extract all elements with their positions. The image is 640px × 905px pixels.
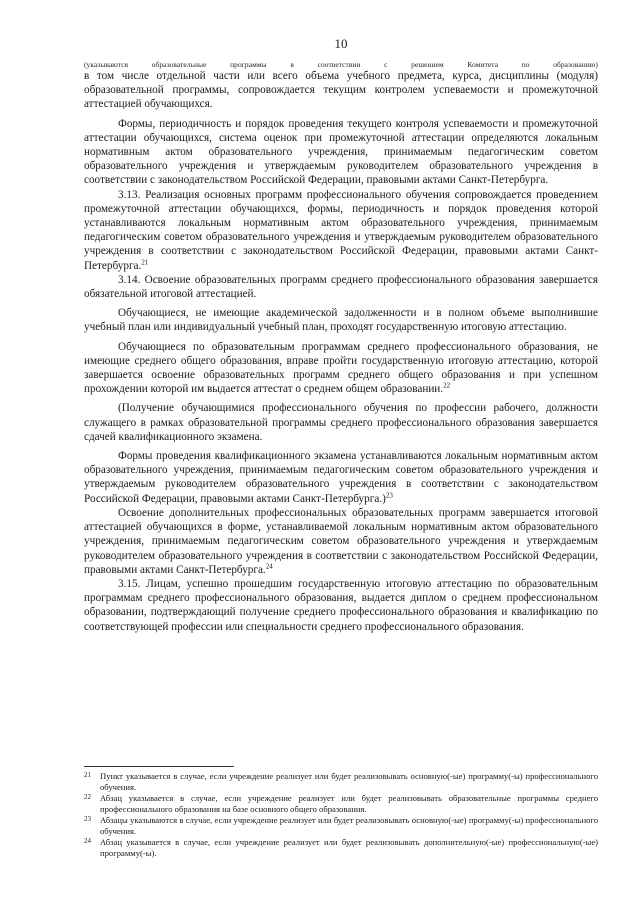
- footnote-number: 23: [84, 815, 91, 823]
- footnote-ref: 23: [385, 490, 393, 499]
- paragraph: 3.15. Лицам, успешно прошедшим государственную итоговую аттестацию по образовательным программам среднего профессионального образования, выдается диплом о среднем профессиональном образовании, подтверждающий получение среднего профессионального образования и квалификацию по соответствующей профессии или специальности среднего профессионального образования.: [84, 577, 598, 633]
- footnote-text: Абзац указывается в случае, если учреждение реализует или будет реализовывать образовательные программы среднего профессионального образования на базе основного общего образования.: [100, 793, 598, 814]
- paragraph: Обучающиеся, не имеющие академической задолженности и в полном объеме выполнившие учебный план или индивидуальный учебный план, проходят государственную итоговую аттестацию.: [84, 307, 598, 334]
- paragraph: 3.14. Освоение образовательных программ среднего профессионального образования завершается обязательной итоговой аттестацией.: [84, 273, 598, 301]
- footnote-ref: 22: [443, 381, 451, 390]
- footnote-text: Пункт указывается в случае, если учреждение реализует или будет реализовывать основную(-ые) программу(-ы) профессионального обучения.: [100, 771, 598, 792]
- footnote-ref: 24: [265, 561, 273, 570]
- footnote: [84, 837, 598, 858]
- footnote-ref: 21: [141, 257, 149, 266]
- document-body: [84, 69, 598, 634]
- instruction-note: (указываются образовательные программы в соответствии с решением Комитета по образованию): [84, 60, 598, 69]
- footnote: [84, 815, 598, 836]
- document-page: [84, 36, 598, 634]
- paragraph: (Получение обучающимися профессионального обучения по профессии рабочего, должности служащего в рамках образовательной программы среднего профессионального образования завершается сдачей квалификационного экзамена.: [84, 402, 598, 443]
- footnote-number: 22: [84, 793, 91, 801]
- footnotes: [84, 771, 598, 859]
- footnote: [84, 793, 598, 814]
- paragraph: в том числе отдельной части или всего объема учебного предмета, курса, дисциплины (модуля) образовательной программы, сопровождается текущим контролем успеваемости и промежуточной аттестацией обучающихся.: [84, 70, 598, 111]
- paragraph: Формы, периодичность и порядок проведения текущего контроля успеваемости и промежуточной аттестации обучающихся, система оценок при промежуточной аттестации определяются локальным нормативным актом образовательного учреждения, принимаемым педагогическим советом образовательного учреждения и утверждаемым руководителем образовательного учреждения в соответствии с законодательством Российской Федерации, правовыми актами Санкт-Петербурга.: [84, 117, 598, 187]
- page-number: 10: [334, 36, 348, 51]
- paragraph: Обучающиеся по образовательным программам среднего профессионального образования, не имеющие среднего общего образования, вправе пройти государственную итоговую аттестацию, которой завершается освоение образовательных программ среднего общего образования и при успешном прохождении которой им выдается аттестат о среднем общем образовании.$^{22}$: [84, 340, 598, 396]
- footnote-number: 21: [84, 771, 91, 779]
- paragraph: 3.13. Реализация основных программ профессионального обучения сопровождается проведением промежуточной аттестации обучающихся, формы, периодичность и порядок проведения которой устанавливаются локальным нормативным актом образовательного учреждения, принимаемым педагогическим советом образовательного учреждения и утверждаемым руководителем образовательного учреждения в соответствии с законодательством Российской Федерации, правовыми актами Санкт-Петербурга.$^{21}$: [84, 188, 598, 272]
- footnote: [84, 771, 598, 792]
- paragraph: Освоение дополнительных профессиональных образовательных программ завершается итоговой аттестацией обучающихся в форме, устанавливаемой локальным нормативным актом образовательного учреждения, принимаемым педагогическим советом образовательного учреждения и утверждаемым руководителем образовательного учреждения в соответствии с законодательством Российской Федерации, правовыми актами Санкт-Петербурга.$^{24}$: [84, 506, 598, 576]
- paragraph: Формы проведения квалификационного экзамена устанавливаются локальным нормативным актом образовательного учреждения, принимаемым педагогическим советом образовательного учреждения и утверждаемым руководителем образовательного учреждения в соответствии с законодательством Российской Федерации, правовыми актами Санкт-Петербурга.)$^{23}$: [84, 450, 598, 505]
- footnote-separator: [84, 766, 234, 767]
- footnote-text: Абзацы указываются в случае, если учреждение реализует или будет реализовывать основную(-ые) программу(-ы) профессионального обучения.: [100, 815, 598, 836]
- footnote-number: 24: [84, 837, 91, 845]
- footnote-text: Абзац указывается в случае, если учреждение реализует или будет реализовывать дополнительную(-ые) профессиональную(-ые) программу(-ы).: [100, 837, 598, 858]
